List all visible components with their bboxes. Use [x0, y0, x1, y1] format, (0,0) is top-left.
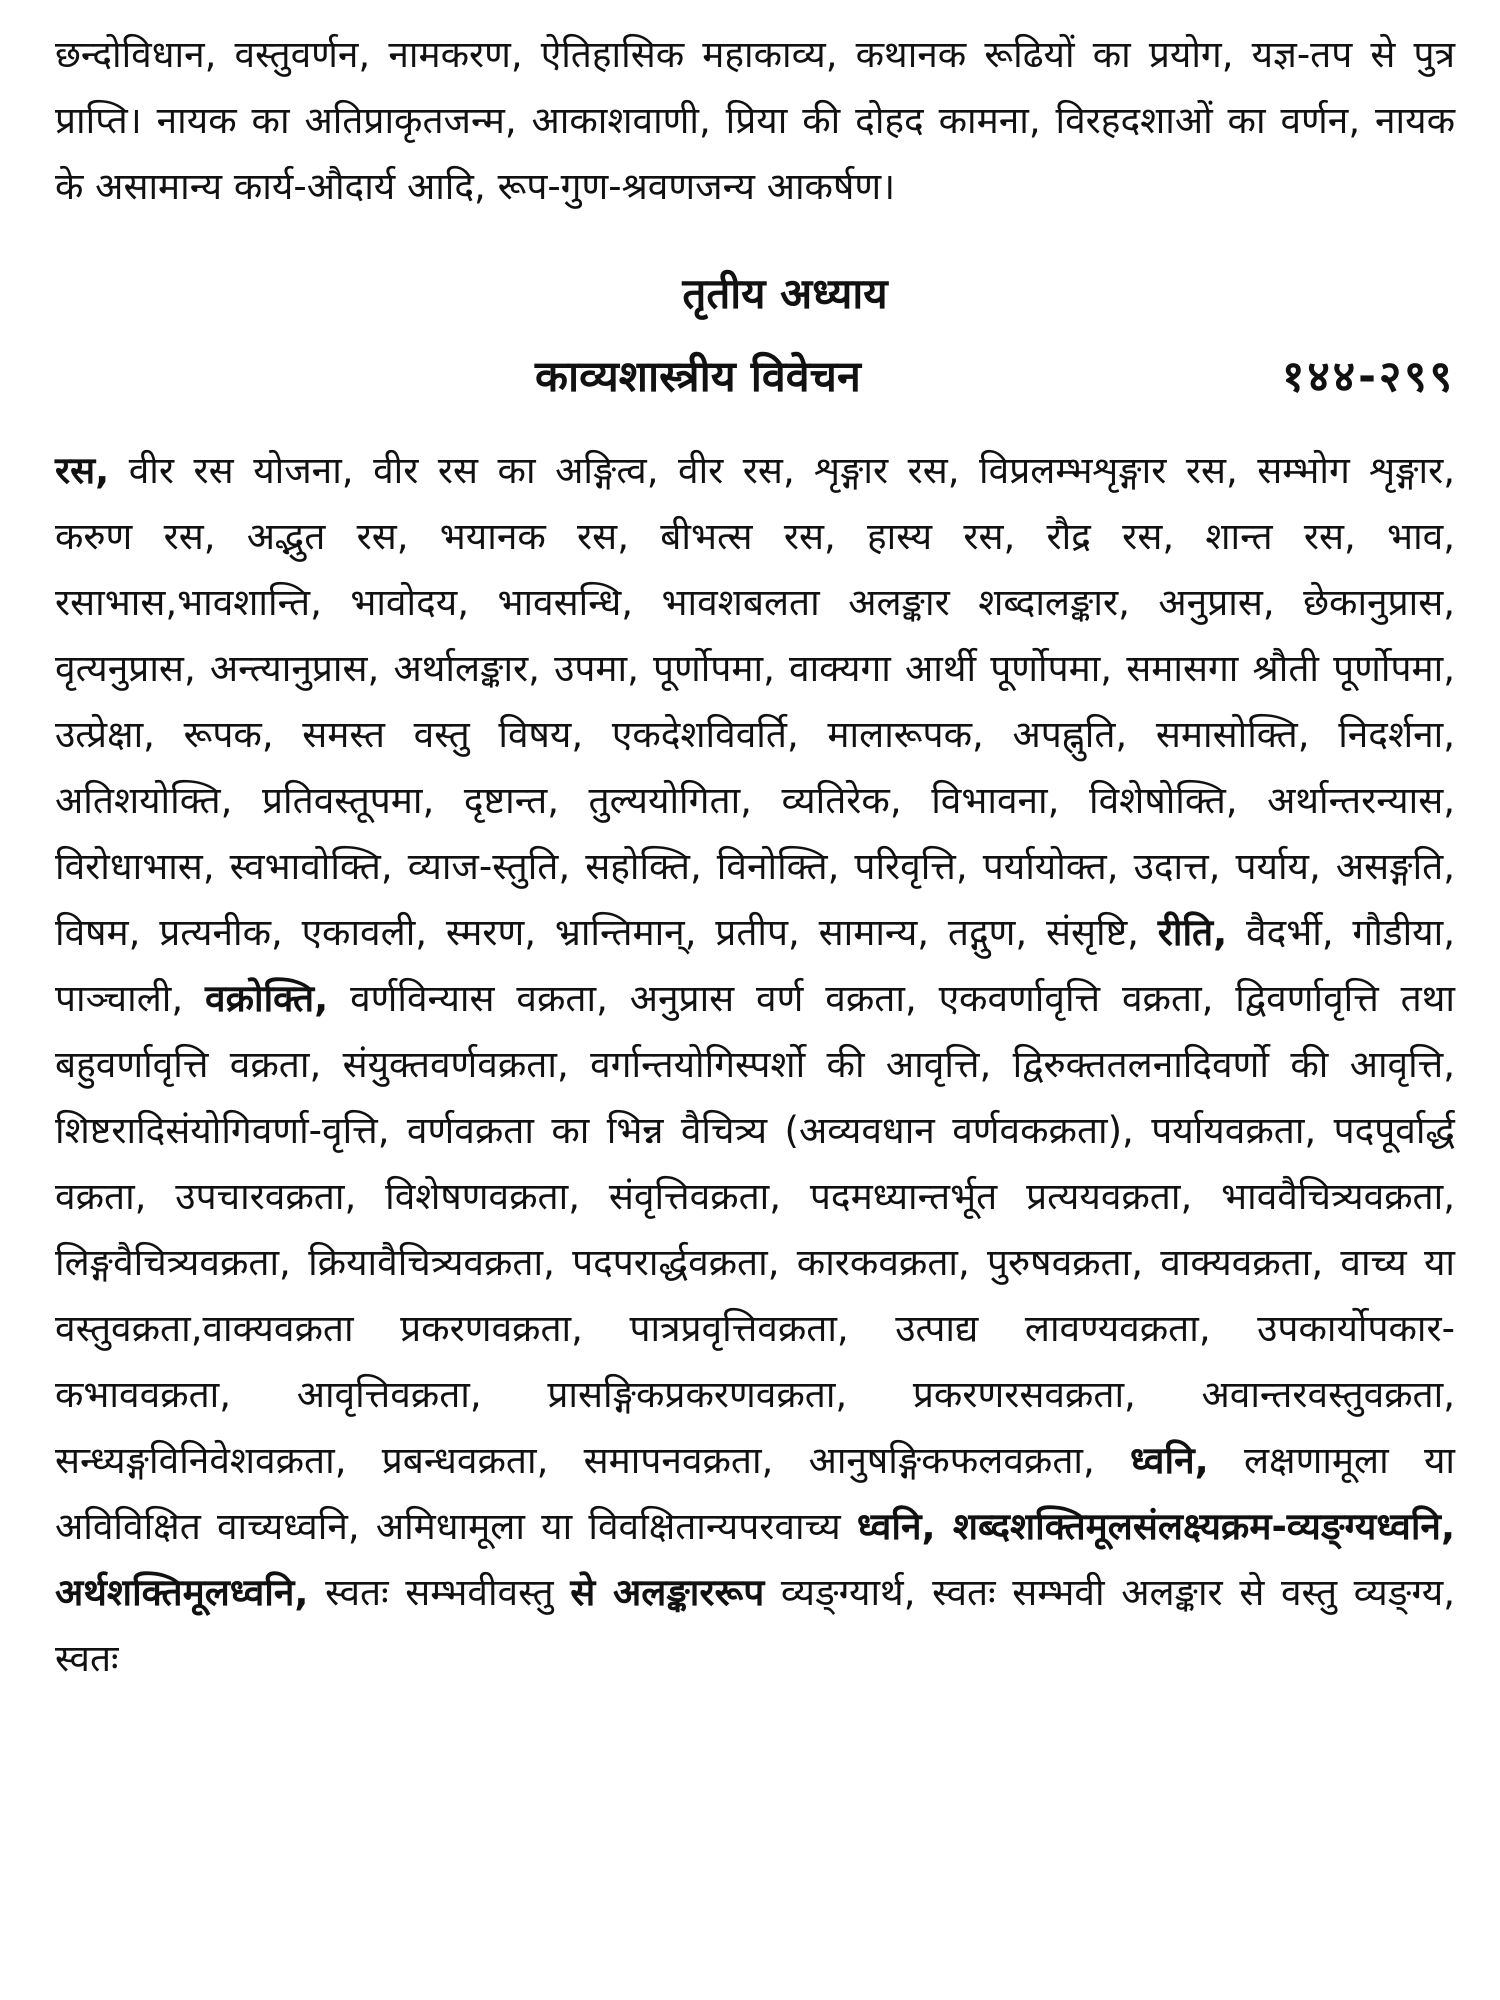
intro-paragraph: छन्दोविधान, वस्तुवर्णन, नामकरण, ऐतिहासिक महाकाव्य, कथानक रूढियों का प्रयोग, यज्ञ-तप से पुत्र प्राप्ति। नायक का अतिप्राकृतजन्म, आकाशवाणी, प्रिया की दोहद कामना, विरहदशाओं का वर्णन, नायक के असामान्य कार्य-औदार्य आदि, रूप-गुण-श्रवणजन्य आकर्षण।: [55, 33, 1455, 208]
section-page-range: १४४-२९९: [1281, 352, 1455, 402]
dhvani-bold-1: ध्वनि, शब्दशक्तिमूलसंलक्ष्यक्रम-व्यङ्ग्यध्वनि, अर्थशक्तिमूलध्वनि,: [55, 1505, 1455, 1614]
contents-paragraph: [55, 438, 1455, 1692]
riti-items: वैदर्भी, गौडीया, पाञ्चाली,: [55, 911, 1455, 1020]
vakrokti-heading: वक्रोक्ति,: [205, 977, 329, 1020]
section-title: काव्यशास्त्रीय विवेचन: [535, 352, 861, 402]
rasa-items: वीर रस योजना, वीर रस का अङ्गित्व, वीर रस, शृङ्गार रस, विप्रलम्भशृङ्गार रस, सम्भोग शृङ्गार, करुण रस, अद्भुत रस, भयानक रस, बीभत्स रस, हास्य रस, रौद्र रस, शान्त रस, भाव, रसाभास,भावशान्ति, भावोदय, भावसन्धि, भावशबलता अलङ्कार शब्दालङ्कार, अनुप्रास, छेकानुप्रास, वृत्यनुप्रास, अन्त्यानुप्रास, अर्थालङ्कार, उपमा, पूर्णोपमा, वाक्यगा आर्थी पूर्णोपमा, समासगा श्रौती पूर्णोपमा, उत्प्रेक्षा, रूपक, समस्त वस्तु विषय, एकदेशविवर्ति, मालारूपक, अपह्नुति, समासोक्ति, निदर्शना, अतिशयोक्ति, प्रतिवस्तूपमा, दृष्टान्त, तुल्ययोगिता, व्यतिरेक, विभावना, विशेषोक्ति, अर्थान्तरन्यास, विरोधाभास, स्वभावोक्ति, व्याज-स्तुति, सहोक्ति, विनोक्ति, परिवृत्ति, पर्यायोक्त, उदात्त, पर्याय, असङ्गति, विषम, प्रत्यनीक, एकावली, स्मरण, भ्रान्तिमान्, प्रतीप, सामान्य, तद्गुण, संसृष्टि,: [55, 449, 1455, 954]
dhvani-heading: ध्वनि,: [1130, 1439, 1209, 1482]
rasa-heading: रस,: [55, 449, 110, 492]
dhvani-items-1: लक्षणामूला या अविविक्षित वाच्यध्वनि, अमिधामूला या विवक्षितान्यपरवाच्य: [55, 1439, 1455, 1548]
dhvani-items-3: व्यङ्ग्यार्थ, स्वतः सम्भवी अलङ्कार से वस्तु व्यङ्ग्य, स्वतः: [55, 1571, 1455, 1680]
section-heading-row: [55, 334, 1455, 420]
chapter-title: तृतीय अध्याय: [682, 269, 888, 318]
vakrokti-items: वर्णविन्यास वक्रता, अनुप्रास वर्ण वक्रता, एकवर्णावृत्ति वक्रता, द्विवर्णावृत्ति तथा बहुवर्णावृत्ति वक्रता, संयुक्तवर्णवक्रता, वर्गान्तयोगिस्पर्शो की आवृत्ति, द्विरुक्ततलनादिवर्णो की आवृत्ति, शिष्टरादिसंयोगिवर्णा-वृत्ति, वर्णवक्रता का भिन्न वैचित्र्य (अव्यवधान वर्णवकक्रता), पर्यायवक्रता, पदपूर्वार्द्ध वक्रता, उपचारवक्रता, विशेषणवक्रता, संवृत्तिवक्रता, पदमध्यान्तर्भूत प्रत्ययवक्रता, भाववैचित्र्यवक्रता, लिङ्गवैचित्र्यवक्रता, क्रियावैचित्र्यवक्रता, पदपरार्द्धवक्रता, कारकवक्रता, पुरुषवक्रता, वाक्यवक्रता, वाच्य या वस्तुवक्रता,वाक्यवक्रता प्रकरणवक्रता, पात्रप्रवृत्तिवक्रता, उत्पाद्य लावण्यवक्रता, उपकार्योपकार-कभाववक्रता, आवृत्तिवक्रता, प्रासङ्गिकप्रकरणवक्रता, प्रकरणरसवक्रता, अवान्तरवस्तुवक्रता, सन्ध्यङ्गविनिवेशवक्रता, प्रबन्धवक्रता, समापनवक्रता, आनुषङ्गिकफलवक्रता,: [55, 977, 1455, 1482]
riti-heading: रीति,: [1157, 911, 1228, 954]
document-page: [55, 22, 1455, 1692]
dhvani-bold-2: से अलङ्काररूप: [570, 1571, 765, 1614]
dhvani-items-2: स्वतः सम्भवीवस्तु: [308, 1571, 571, 1614]
